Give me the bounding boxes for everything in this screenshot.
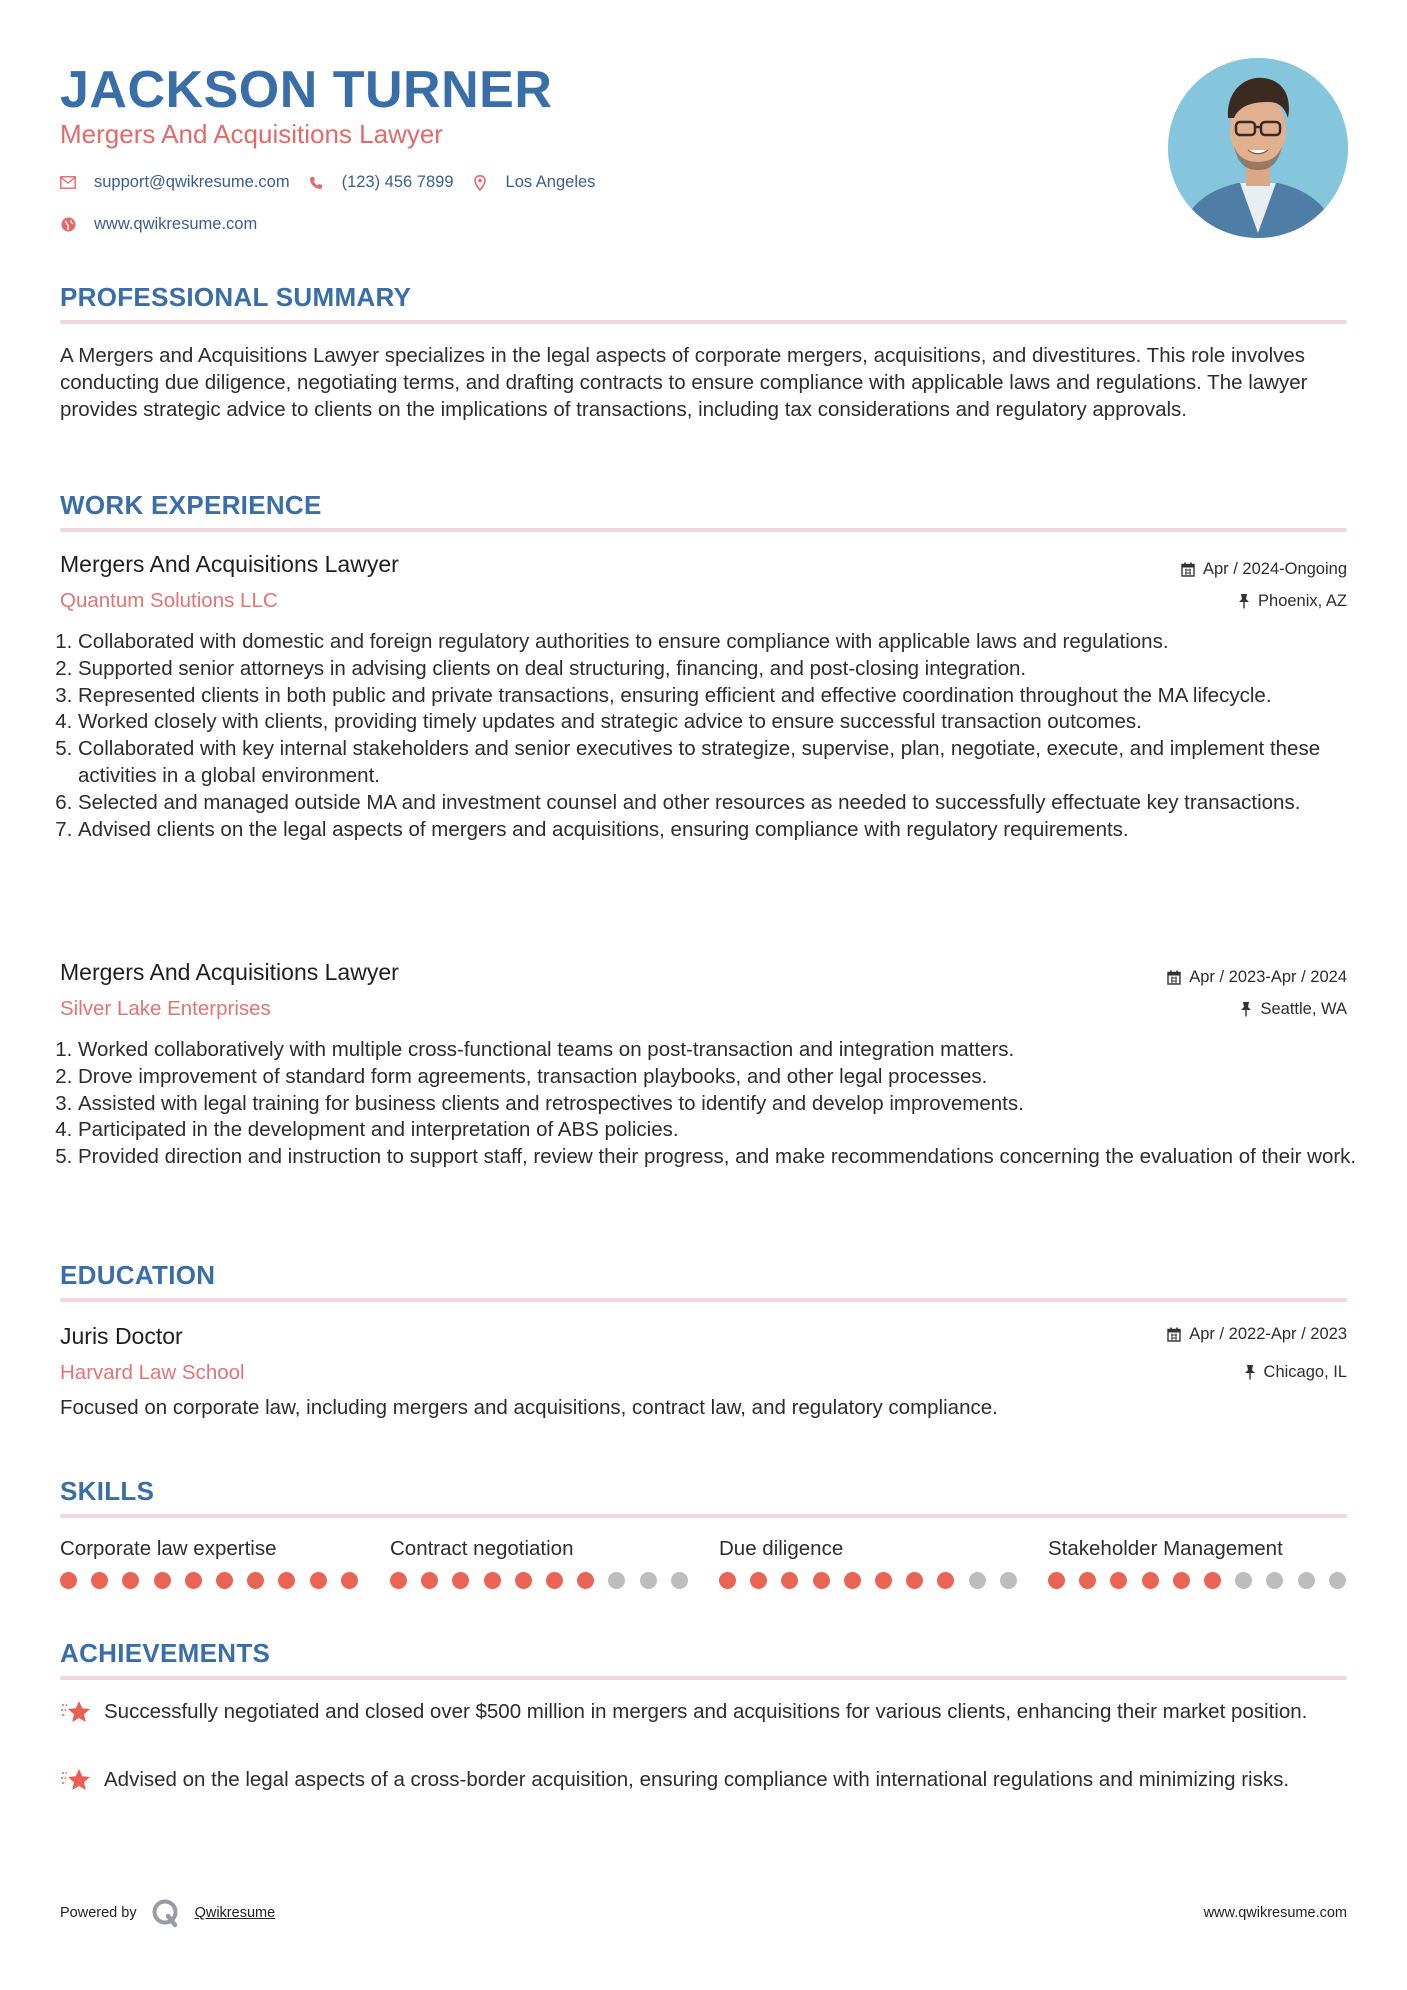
list-item: 4. Participated in the development and interpretation of ABS policies. — [78, 1117, 1368, 1144]
rating-dot-filled — [185, 1572, 202, 1589]
job-location-text: Phoenix, AZ — [1258, 592, 1347, 610]
pushpin-icon — [1244, 1364, 1256, 1380]
skill-name: Due diligence — [719, 1537, 844, 1560]
section-divider — [60, 1298, 1347, 1302]
list-item: 5. Collaborated with key internal stakeholders and senior executives to strategize, supervise, plan, negotiate, execute, and implement these activities in a global environment. — [78, 736, 1368, 790]
envelope-icon — [60, 175, 76, 191]
list-item: 5. Provided direction and instruction to support staff, review their progress, and make recommendations concerning the evaluation of their work. — [78, 1144, 1368, 1171]
section-divider — [60, 1676, 1347, 1680]
rating-dot-empty — [1000, 1572, 1017, 1589]
list-item: 3. Represented clients in both public and private transactions, ensuring efficient and effective coordination throughout the MA lifecycle. — [78, 683, 1368, 710]
section-title-education: EDUCATION — [60, 1260, 216, 1290]
rating-dot-filled — [1048, 1572, 1065, 1589]
qwikresume-link[interactable]: Qwikresume — [194, 1905, 276, 1921]
list-item: 1. Worked collaboratively with multiple cross-functional teams on post-transaction and integration matters. — [78, 1037, 1368, 1064]
skill-item — [1048, 1536, 1360, 1589]
website-text[interactable]: www.qwikresume.com — [94, 215, 258, 233]
rating-dot-filled — [154, 1572, 171, 1589]
skill-rating — [60, 1572, 372, 1589]
education-description: Focused on corporate law, including mergers and acquisitions, contract law, and regulatory compliance. — [60, 1396, 998, 1419]
section-title-skills: SKILLS — [60, 1476, 155, 1506]
avatar-illustration — [1168, 58, 1348, 238]
section-divider — [60, 528, 1347, 532]
section-divider — [60, 1514, 1347, 1518]
skill-rating — [390, 1572, 702, 1589]
job-bullets — [60, 629, 1368, 843]
candidate-name: JACKSON TURNER — [60, 61, 553, 119]
rating-dot-empty — [1298, 1572, 1315, 1589]
calendar-icon — [1167, 1327, 1181, 1342]
rating-dot-filled — [1110, 1572, 1127, 1589]
rating-dot-filled — [844, 1572, 861, 1589]
skill-name: Contract negotiation — [390, 1537, 574, 1560]
education-degree: Juris Doctor — [60, 1323, 183, 1349]
achievement-text: Successfully negotiated and closed over $500 million in mergers and acquisitions for various clients, enhancing their market position. — [104, 1700, 1308, 1723]
phone-text[interactable]: (123) 456 7899 — [341, 173, 454, 191]
rating-dot-filled — [546, 1572, 563, 1589]
rating-dot-filled — [60, 1572, 77, 1589]
section-title-summary: PROFESSIONAL SUMMARY — [60, 282, 412, 312]
list-item: 4. Worked closely with clients, providing timely updates and strategic advice to ensure successful transaction outcomes. — [78, 709, 1368, 736]
rating-dot-filled — [750, 1572, 767, 1589]
footer-website[interactable]: www.qwikresume.com — [1203, 1905, 1347, 1921]
rating-dot-empty — [1235, 1572, 1252, 1589]
list-item: 7. Advised clients on the legal aspects of mergers and acquisitions, ensuring compliance with regulatory requirements. — [78, 817, 1368, 844]
rating-dot-empty — [640, 1572, 657, 1589]
rating-dot-filled — [216, 1572, 233, 1589]
email-text[interactable]: support@qwikresume.com — [94, 173, 290, 191]
job-dates-text: Apr / 2023-Apr / 2024 — [1189, 968, 1347, 986]
rating-dot-filled — [906, 1572, 923, 1589]
footer-powered-by — [60, 1898, 275, 1928]
skill-rating — [719, 1572, 1031, 1589]
rating-dot-filled — [1204, 1572, 1221, 1589]
pushpin-icon — [1240, 1001, 1252, 1017]
job-company: Silver Lake Enterprises — [60, 997, 271, 1020]
skill-item — [390, 1536, 702, 1589]
rating-dot-empty — [1266, 1572, 1283, 1589]
rating-dot-filled — [577, 1572, 594, 1589]
achievement-item — [60, 1699, 1350, 1726]
rating-dot-filled — [719, 1572, 736, 1589]
rating-dot-filled — [1079, 1572, 1096, 1589]
rating-dot-filled — [484, 1572, 501, 1589]
candidate-title: Mergers And Acquisitions Lawyer — [60, 119, 443, 149]
pushpin-icon — [1238, 593, 1250, 609]
contact-row-primary — [60, 173, 595, 192]
skill-rating — [1048, 1572, 1360, 1589]
education-dates — [1167, 1323, 1347, 1345]
contact-location — [472, 173, 596, 192]
summary-text: A Mergers and Acquisitions Lawyer specializes in the legal aspects of corporate mergers, acquisitions, and divestitures. This role involves conducting due diligence, negotiating terms, and drafting contracts to ensure compliance with applicable laws and regulations. The lawyer provides strategic advice to clients on the implications of transactions, including tax considerations and regulatory approvals. — [60, 344, 1308, 421]
star-icon — [60, 1699, 92, 1726]
list-item: 2. Supported senior attorneys in advising clients on deal structuring, financing, and post-closing integration. — [78, 656, 1368, 683]
job-bullets — [60, 1037, 1368, 1171]
list-item: 6. Selected and managed outside MA and investment counsel and other resources as needed to successfully effectuate key transactions. — [78, 790, 1368, 817]
section-title-experience: WORK EXPERIENCE — [60, 490, 322, 520]
job-location-text: Seattle, WA — [1260, 1000, 1347, 1018]
list-item: 1. Collaborated with domestic and foreign regulatory authorities to ensure compliance with applicable laws and regulations. — [78, 629, 1368, 656]
rating-dot-empty — [1329, 1572, 1346, 1589]
achievement-item — [60, 1767, 1350, 1794]
powered-by-label: Powered by — [60, 1905, 137, 1921]
job-role: Mergers And Acquisitions Lawyer — [60, 551, 399, 577]
rating-dot-filled — [278, 1572, 295, 1589]
star-icon — [60, 1767, 92, 1794]
job-dates — [1167, 966, 1347, 988]
contact-website[interactable] — [60, 215, 257, 234]
education-location-text: Chicago, IL — [1263, 1363, 1347, 1381]
rating-dot-filled — [1142, 1572, 1159, 1589]
phone-icon — [308, 175, 324, 191]
rating-dot-filled — [390, 1572, 407, 1589]
job-dates-text: Apr / 2024-Ongoing — [1202, 560, 1347, 578]
rating-dot-filled — [247, 1572, 264, 1589]
rating-dot-empty — [608, 1572, 625, 1589]
education-dates-text: Apr / 2022-Apr / 2023 — [1189, 1325, 1347, 1343]
contact-phone[interactable] — [308, 173, 454, 192]
rating-dot-empty — [969, 1572, 986, 1589]
skill-name: Corporate law expertise — [60, 1537, 277, 1560]
rating-dot-filled — [341, 1572, 358, 1589]
rating-dot-filled — [421, 1572, 438, 1589]
section-title-achievements: ACHIEVEMENTS — [60, 1638, 271, 1668]
job-role: Mergers And Acquisitions Lawyer — [60, 959, 399, 985]
rating-dot-filled — [91, 1572, 108, 1589]
rating-dot-filled — [310, 1572, 327, 1589]
calendar-icon — [1181, 562, 1195, 577]
job-company: Quantum Solutions LLC — [60, 589, 278, 612]
qwikresume-logo-icon — [151, 1898, 181, 1928]
skill-name: Stakeholder Management — [1048, 1537, 1283, 1560]
rating-dot-filled — [875, 1572, 892, 1589]
globe-icon — [60, 217, 76, 233]
skill-item — [719, 1536, 1031, 1589]
location-text: Los Angeles — [505, 173, 596, 191]
rating-dot-filled — [515, 1572, 532, 1589]
job-location — [1238, 590, 1347, 612]
rating-dot-filled — [122, 1572, 139, 1589]
list-item: 2. Drove improvement of standard form agreements, transaction playbooks, and other legal processes. — [78, 1064, 1368, 1091]
job-location — [1240, 998, 1347, 1020]
rating-dot-filled — [937, 1572, 954, 1589]
education-location — [1244, 1361, 1347, 1383]
calendar-icon — [1167, 970, 1181, 985]
map-pin-icon — [472, 175, 488, 191]
section-divider — [60, 320, 1347, 324]
rating-dot-filled — [781, 1572, 798, 1589]
rating-dot-filled — [452, 1572, 469, 1589]
education-school: Harvard Law School — [60, 1361, 245, 1384]
rating-dot-empty — [671, 1572, 688, 1589]
skill-item — [60, 1536, 372, 1589]
contact-email[interactable] — [60, 173, 290, 192]
list-item: 3. Assisted with legal training for business clients and retrospectives to identify and develop improvements. — [78, 1091, 1368, 1118]
contact-row-secondary — [60, 215, 257, 234]
job-dates — [1181, 558, 1347, 580]
profile-photo — [1168, 58, 1348, 238]
rating-dot-filled — [813, 1572, 830, 1589]
rating-dot-filled — [1173, 1572, 1190, 1589]
achievement-text: Advised on the legal aspects of a cross-border acquisition, ensuring compliance with international regulations and minimizing risks. — [104, 1768, 1290, 1791]
